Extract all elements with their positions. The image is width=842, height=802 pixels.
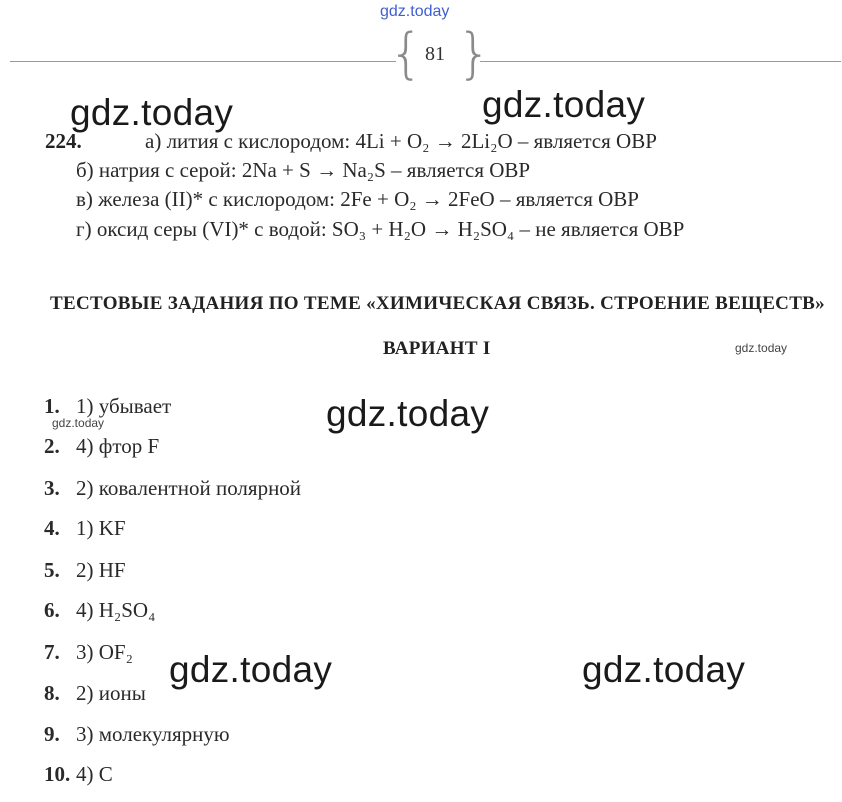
header-rule-left: [10, 61, 396, 62]
answer-text: 2) HF: [76, 558, 126, 582]
watermark: gdz.today: [326, 393, 490, 434]
answer-item: [44, 598, 155, 623]
watermark-small: gdz.today: [52, 416, 105, 430]
header-rule-right: [480, 61, 841, 62]
problem-line: а) лития с кислородом: 4Li + O₂ → 2Li₂O – является ОВР: [145, 129, 657, 153]
answer-text: 1) убывает: [76, 394, 172, 418]
watermark: gdz.today: [169, 649, 333, 690]
answer-number: 5.: [44, 558, 60, 582]
answer-number: 1.: [44, 394, 60, 418]
answer-text: 2) ковалентной полярной: [76, 476, 302, 500]
watermark: gdz.today: [70, 92, 234, 133]
answer-item: [44, 516, 126, 541]
answer-text: 3) OF₂: [76, 640, 133, 664]
answer-number: 6.: [44, 598, 60, 622]
answer-number: 9.: [44, 722, 60, 746]
answer-item: [44, 640, 133, 665]
answer-item: [44, 722, 230, 747]
left-brace-icon: {: [389, 22, 424, 85]
watermark: gdz.today: [582, 649, 746, 690]
section-title: ТЕСТОВЫЕ ЗАДАНИЯ ПО ТЕМЕ «ХИМИЧЕСКАЯ СВЯЗЬ. СТРОЕНИЕ ВЕЩЕСТВ»: [50, 293, 825, 314]
problem-line: б) натрия с серой: 2Na + S → Na₂S – является ОВР: [76, 158, 531, 182]
answer-number: 3.: [44, 476, 60, 500]
answer-number: 10.: [44, 762, 71, 786]
answer-text: 4) C: [76, 762, 113, 786]
watermark-top: gdz.today: [380, 3, 450, 20]
right-brace-icon: }: [457, 22, 492, 85]
variant-title: ВАРИАНТ I: [383, 338, 491, 359]
watermark-small: gdz.today: [735, 341, 788, 355]
answer-text: 1) KF: [76, 516, 126, 540]
problem-line: в) железа (II)* с кислородом: 2Fe + O₂ → 2FeO – является ОВР: [76, 187, 639, 211]
answer-item: [44, 434, 159, 459]
problem-number: 224.: [45, 129, 82, 153]
watermark: gdz.today: [482, 84, 646, 125]
answer-item: [44, 762, 113, 787]
answer-number: 7.: [44, 640, 60, 664]
problem-line: г) оксид серы (VI)* с водой: SO₃ + H₂O → H₂SO₄ – не является ОВР: [76, 217, 685, 241]
answer-text: 4) фтор F: [76, 434, 160, 458]
answer-text: 3) молекулярную: [76, 722, 230, 746]
answer-item: [44, 681, 146, 706]
answer-number: 2.: [44, 434, 60, 458]
answer-text: 2) ионы: [76, 681, 146, 705]
answer-number: 4.: [44, 516, 60, 540]
answer-text: 4) H₂SO₄: [76, 598, 156, 622]
answer-item: [44, 476, 301, 501]
page-number: 81: [425, 43, 445, 65]
answer-number: 8.: [44, 681, 60, 705]
answer-item: [44, 394, 171, 419]
answer-item: [44, 558, 126, 583]
